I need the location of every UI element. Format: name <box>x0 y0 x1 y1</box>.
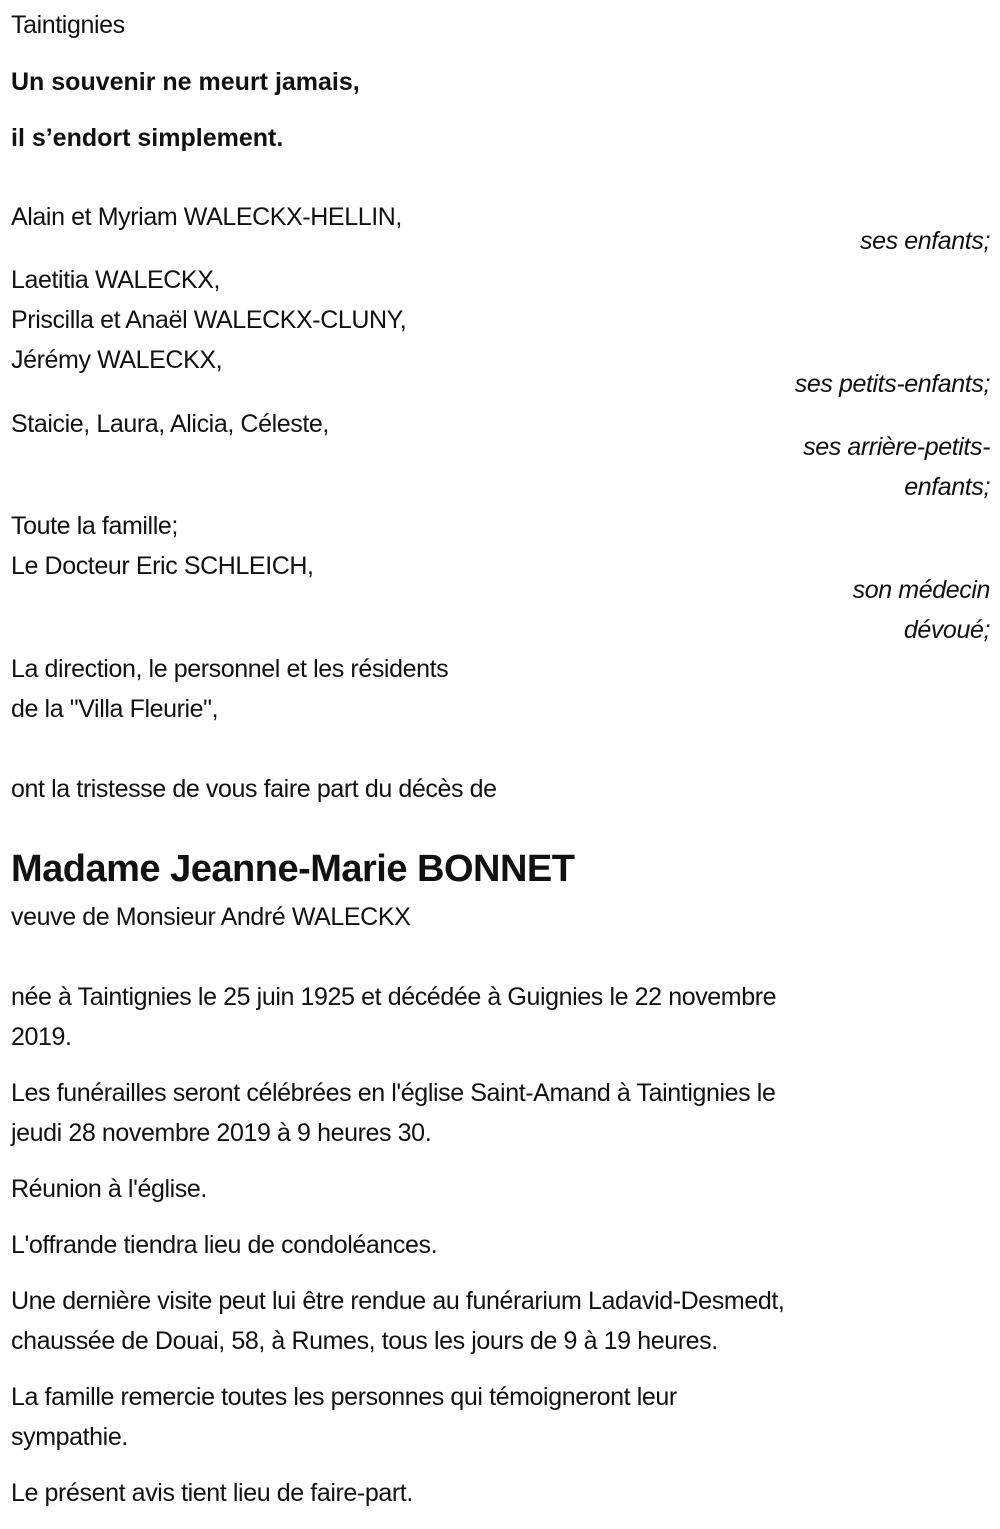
visit-line-1: Une dernière visite peut lui être rendue au funérarium Ladavid-Desmedt, <box>11 1287 785 1315</box>
residence-line-1: La direction, le personnel et les résidents <box>11 655 449 683</box>
great-grandchildren-role-line-1: ses arrière-petits- <box>803 433 990 461</box>
thanks-line-2: sympathie. <box>11 1423 128 1451</box>
widow-of: veuve de Monsieur André WALECKX <box>11 903 411 931</box>
grandchild-name: Laetitia WALECKX, <box>11 266 221 294</box>
birth-death-line-1: née à Taintignies le 25 juin 1925 et décédée à Guignies le 22 novembre <box>11 983 777 1011</box>
visit-line-2: chaussée de Douai, 58, à Rumes, tous les jours de 9 à 19 heures. <box>11 1327 718 1355</box>
funeral-line-2: jeudi 28 novembre 2019 à 9 heures 30. <box>11 1119 432 1147</box>
residence-line-2: de la "Villa Fleurie", <box>11 695 219 723</box>
quote-line-2: il s’endort simplement. <box>11 124 284 152</box>
grandchild-name: Priscilla et Anaël WALECKX-CLUNY, <box>11 306 407 334</box>
grandchild-name: Jérémy WALECKX, <box>11 346 223 374</box>
meeting-text: Réunion à l'église. <box>11 1175 207 1203</box>
doctor-role-line-1: son médecin <box>852 576 990 604</box>
closing-text: Le présent avis tient lieu de faire-part. <box>11 1479 413 1507</box>
place-name: Taintignies <box>11 11 125 39</box>
quote-line-1: Un souvenir ne meurt jamais, <box>11 68 360 96</box>
doctor-name: Le Docteur Eric SCHLEICH, <box>11 552 314 580</box>
grandchildren-role: ses petits-enfants; <box>794 370 990 398</box>
thanks-line-1: La famille remercie toutes les personnes qui témoigneront leur <box>11 1383 677 1411</box>
children-names: Alain et Myriam WALECKX-HELLIN, <box>11 203 402 231</box>
deceased-name: Madame Jeanne-Marie BONNET <box>11 848 575 890</box>
great-grandchildren-role-line-2: enfants; <box>904 473 990 501</box>
offering-text: L'offrande tiendra lieu de condoléances. <box>11 1231 438 1259</box>
doctor-role-line-2: dévoué; <box>903 616 990 644</box>
children-role: ses enfants; <box>859 227 990 255</box>
announcement-text: ont la tristesse de vous faire part du décès de <box>11 775 497 803</box>
whole-family: Toute la famille; <box>11 512 178 540</box>
funeral-line-1: Les funérailles seront célébrées en l'église Saint-Amand à Taintignies le <box>11 1079 776 1107</box>
great-grandchildren-names: Staicie, Laura, Alicia, Céleste, <box>11 410 329 438</box>
birth-death-line-2: 2019. <box>11 1023 72 1051</box>
